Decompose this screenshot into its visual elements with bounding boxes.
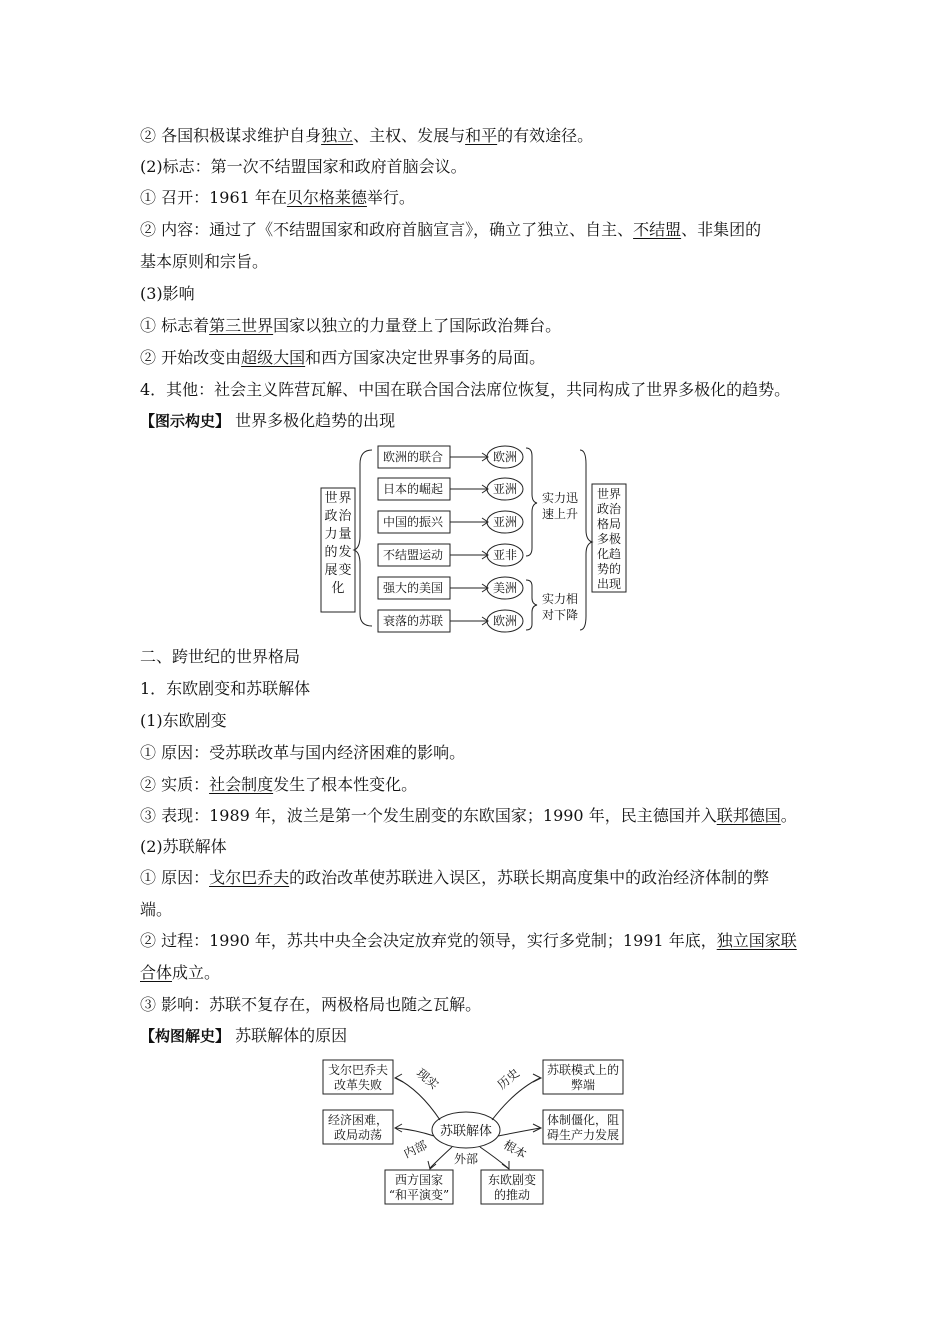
bottom-right-line2: 的推动 [493, 1188, 531, 1202]
rise-label-2: 速上升 [541, 507, 579, 521]
text-line: (2)苏联解体 [140, 837, 227, 856]
text-line: 1．东欧剧变和苏联解体 [140, 679, 311, 698]
left-label-char: 世 [324, 491, 338, 506]
right-label-line: 势的 [596, 562, 622, 576]
right-label-line: 多极 [596, 532, 622, 546]
text-line: (2)标志：第一次不结盟国家和政府首脑会议。 [140, 157, 467, 176]
row-label: 欧洲的联合 [383, 450, 444, 464]
mid-right-line2: 碍生产力发展 [546, 1128, 620, 1142]
label-xianshi: 现实 [413, 1065, 442, 1093]
label-neibu: 内部 [401, 1137, 430, 1161]
label-lishi: 历史 [494, 1065, 523, 1093]
section-heading: 【构图解史】 苏联解体的原因 [140, 1026, 348, 1045]
top-left-line2: 改革失败 [333, 1078, 383, 1092]
text-line: ③ 影响：苏联不复存在，两极格局也随之瓦解。 [140, 995, 482, 1014]
row-label: 中国的振兴 [383, 515, 444, 529]
row-label: 不结盟运动 [383, 548, 444, 562]
fall-brace [526, 580, 537, 630]
text-line: 二、跨世纪的世界格局 [140, 647, 301, 666]
text-line: ③ 表现：1989 年，波兰是第一个发生剧变的东欧国家；1990 年，民主德国并入联邦德国。 [140, 806, 797, 825]
left-label-char: 变 [338, 563, 352, 578]
text-line: ② 过程：1990 年，苏共中央全会决定放弃党的领导，实行多党制；1991 年底，独立国家联 [140, 931, 797, 950]
left-label-char: 界 [338, 491, 352, 506]
left-label-char: 政 [324, 509, 338, 524]
text-line: ① 召开：1961 年在贝尔格莱德举行。 [140, 188, 415, 207]
bottom-right-line1: 东欧剧变 [487, 1173, 537, 1187]
center-label: 苏联解体 [439, 1124, 493, 1139]
region-label: 亚非 [492, 548, 518, 562]
mid-left-line1: 经济困难， [327, 1113, 389, 1127]
bottom-left-line1: 西方国家 [394, 1173, 444, 1187]
right-label-line: 出现 [596, 577, 622, 591]
right-label-line: 化趋 [596, 547, 622, 561]
mid-left-line2: 政局动荡 [333, 1128, 383, 1142]
right-label-line: 政治 [596, 502, 622, 516]
left-brace [354, 450, 372, 626]
left-label-char: 发 [338, 545, 352, 560]
top-left-line1: 戈尔巴乔夫 [327, 1063, 389, 1077]
text-line: ① 标志着第三世界国家以独立的力量登上了国际政治舞台。 [140, 316, 562, 335]
label-genben: 根本 [501, 1137, 529, 1162]
left-label-char: 治 [338, 509, 352, 524]
rise-label-1: 实力迅 [541, 491, 579, 505]
soviet-collapse-diagram [0, 1050, 950, 1210]
text-line: ② 实质：社会制度发生了根本性变化。 [140, 775, 418, 794]
right-label-line: 格局 [596, 517, 622, 531]
left-label-char: 力 [324, 527, 338, 542]
fall-label-2: 对下降 [541, 608, 579, 622]
text-line: (3)影响 [140, 284, 195, 303]
text-line: ① 原因：戈尔巴乔夫的政治改革使苏联进入误区，苏联长期高度集中的政治经济体制的弊 [140, 868, 770, 887]
region-label: 亚洲 [492, 482, 518, 496]
fall-label-1: 实力相 [541, 592, 579, 606]
text-line: ① 原因：受苏联改革与国内经济困难的影响。 [140, 743, 466, 762]
multipolarization-diagram [0, 440, 950, 640]
region-label: 欧洲 [492, 614, 518, 628]
text-line: ② 开始改变由超级大国和西方国家决定世界事务的局面。 [140, 348, 546, 367]
row-label: 衰落的苏联 [383, 614, 444, 628]
left-label-char: 量 [338, 527, 352, 542]
region-label: 亚洲 [492, 515, 518, 529]
left-label-char: 化 [331, 581, 345, 596]
left-label-char: 的 [324, 545, 338, 560]
region-label: 美洲 [492, 581, 518, 595]
row-label: 日本的崛起 [383, 482, 444, 496]
text-line: ② 内容：通过了《不结盟国家和政府首脑宣言》，确立了独立、自主、不结盟、非集团的 [140, 220, 762, 239]
text-line: ② 各国积极谋求维护自身独立、主权、发展与和平的有效途径。 [140, 126, 594, 145]
mid-right-line1: 体制僵化，阻 [546, 1113, 620, 1127]
right-label-line: 世界 [596, 487, 622, 501]
text-line: 4．其他：社会主义阵营瓦解、中国在联合国合法席位恢复，共同构成了世界多极化的趋势。 [140, 380, 791, 399]
bottom-left-line2: “和平演变” [388, 1188, 450, 1202]
rise-brace [526, 448, 537, 556]
label-waibu: 外部 [453, 1152, 479, 1166]
top-right-line1: 苏联模式上的 [546, 1063, 620, 1077]
text-line: 端。 [140, 900, 173, 919]
right-brace [580, 450, 592, 630]
left-label-char: 展 [324, 563, 338, 578]
text-line: 合体成立。 [140, 963, 221, 982]
top-right-line2: 弊端 [570, 1078, 596, 1092]
text-line: 基本原则和宗旨。 [140, 252, 269, 271]
row-label: 强大的美国 [383, 581, 444, 595]
region-label: 欧洲 [492, 450, 518, 464]
text-line: (1)东欧剧变 [140, 711, 227, 730]
section-heading: 【图示构史】 世界多极化趋势的出现 [140, 411, 396, 430]
